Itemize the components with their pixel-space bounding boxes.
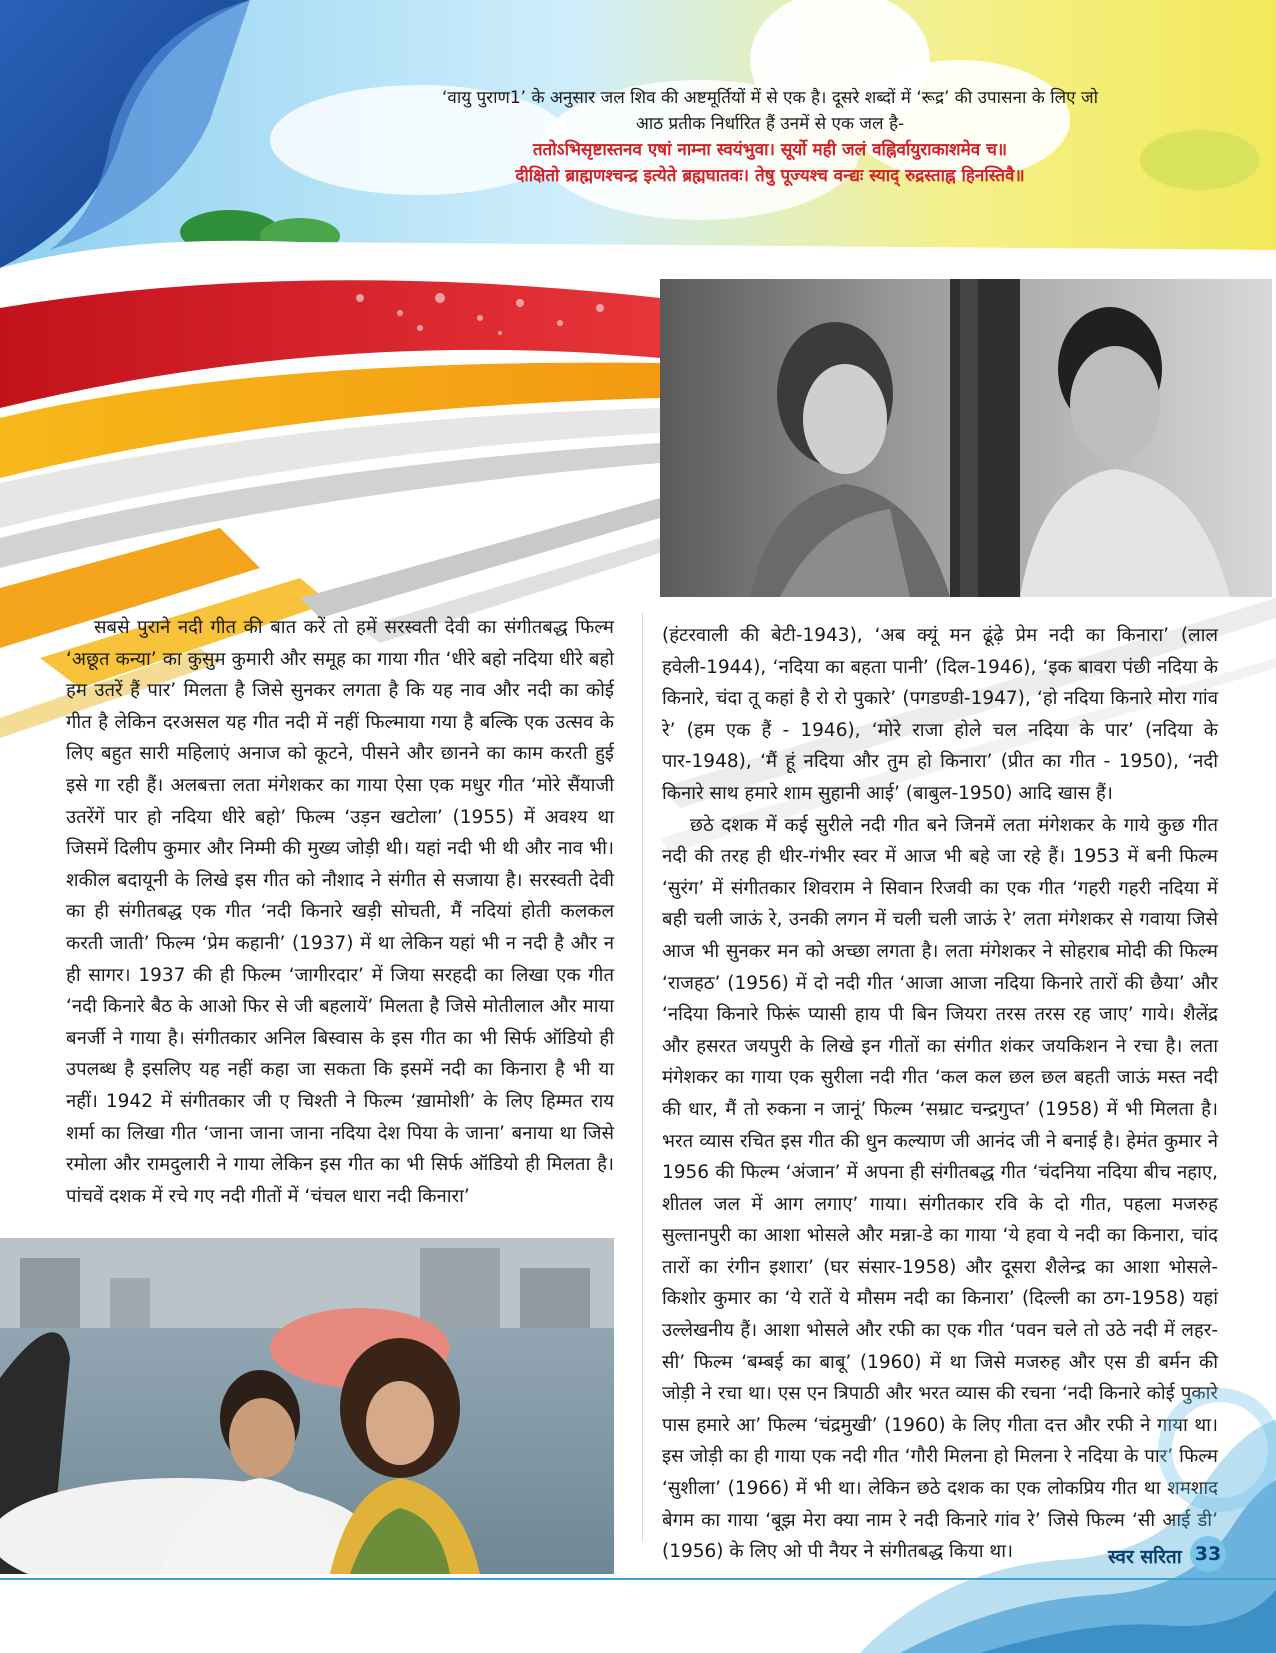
footer-rule xyxy=(0,1578,1276,1580)
article-paragraph-3: छठे दशक में कई सुरीले नदी गीत बने जिनमें लता मंगेशकर के गाये कुछ गीत नदी की तरह ही धीर-गंभीर स्वर में आज भी बहे जा रहे हैं। 1953 में बनी फिल्म ‘सुरंग’ में संगीतकार शिवराम ने सिवान रिजवी का एक गीत ‘गहरी गहरी नदिया में बही चली जाऊं रे, उनकी लगन में चली चली जाऊं रे’ लता मंगेशकर से गवाया जिसे आज भी सुनकर मन को अच्छा लगता है। लता मंगेशकर ने सोहराब मोदी की फिल्म ‘राजहठ’ (1956) में दो नदी गीत ‘आजा आजा नदिया किनारे तारों की छैया’ और ‘नदिया किनारे फिरूं प्यासी हाय पी बिन जियरा तरस तरस रह जाए’ गाये। शैलेंद्र और हसरत जयपुरी के लिखे इन गीतों का संगीत शंकर जयकिशन ने रचा है। लता मंगेशकर का गाया एक सुरीला नदी गीत ‘कल कल छल छल बहती जाऊं मस्त नदी की धार, मैं तो रुकना न जानूं’ फिल्म ‘सम्राट चन्द्रगुप्त’ (1958) में भी मिलता है। भरत व्यास रचित इस गीत की धुन कल्याण जी आनंद जी ने बनाई है। हेमंत कुमार ने 1956 की फिल्म ‘अंजान’ में अपना ही संगीतबद्ध गीत ‘चंदनिया नदिया बीच नहाए, शीतल जल में आग लगाए’ गाया। संगीतकार रवि के दो गीत, पहला मजरुह सुल्तानपुरी का आशा भोसले और मन्ना-डे का गाया ‘ये हवा ये नदी का किनारा, चांद तारों का रंगीन इशारा’ (घर संसार-1958) और दूसरा शैलेन्द्र का आशा भोसले-किशोर कुमार का ‘ये रातें ये मौसम नदी का किनारा’ (दिल्ली का ठग-1958) यहां उल्लेखनीय हैं। आशा भोसले और रफी का एक गीत ‘पवन चले तो उठे नदी में लहर-सी’ फिल्म ‘बम्बई का बाबू’ (1960) में था जिसे मजरुह और एस डी बर्मन की जोड़ी ने रचा था। एस एन त्रिपाठी और भरत व्यास की रचना ‘नदी किनारे कोई पुकारे पास हमारे आ’ फिल्म ‘चंद्रमुखी’ (1960) के लिए गीता दत्त और रफी ने गाया था। इस जोड़ी का ही गाया एक नदी गीत ‘गौरी मिलना हो मिलना रे नदिया के पार’ फिल्म ‘सुशीला’ (1966) में भी था। लेकिन छठे दशक का एक लोकप्रिय गीत था शमशाद बेगम का गाया ‘बूझ मेरा क्या नाम रे नदी किनारे गांव रे’ जिसे फिल्म ‘सी आई डी’ (1956) के लिए ओ पी नैयर ने संगीतबद्ध किया था। xyxy=(662,814,1219,1563)
boat-scene-illustration xyxy=(0,1238,614,1574)
article-column-left xyxy=(66,612,614,1212)
scripture-quote xyxy=(360,85,1180,189)
page-number: 33 xyxy=(1190,1536,1226,1572)
quote-line-1: ‘वायु पुराण1’ के अनुसार जल शिव की अष्टमूर्तियों में से एक है। दूसरे शब्दों में ‘रूद्र’ की उपासना के लिए जो xyxy=(442,88,1098,108)
film-still-photo-boat xyxy=(0,1238,614,1574)
quote-line-2: आठ प्रतीक निर्धारित हैं उनमें से एक जल है- xyxy=(635,114,905,134)
article-paragraph-1: सबसे पुराने नदी गीत की बात करें तो हमें सरस्वती देवी का संगीतबद्ध फिल्म ‘अछूत कन्या’ का कुसुम कुमारी और समूह का गाया गीत ‘धीरे बहो नदिया धीरे बहो हम उतरें हैं पार’ मिलता है जिसे सुनकर लगता है कि यह नाव और नदी का कोई गीत है लेकिन दरअसल यह गीत नदी में नहीं फिल्माया गया है बल्कि एक उत्सव के लिए बहुत सारी महिलाएं अनाज को कूटने, पीसने और छानने का काम करती हुई इसे गा रही हैं। अलबत्ता लता मंगेशकर का गाया ऐसा एक मधुर गीत ‘मोरे सैंयाजी उतरेंगें पार हो नदिया धीरे बहो’ फिल्म ‘उड़न खटोला’ (1955) में अवश्य था जिसमें दिलीप कुमार और निम्मी की मुख्य जोड़ी थी। यहां नदी भी थी और नाव भी। शकील बदायूनी के लिखे इस गीत को नौशाद ने संगीत से सजाया है। सरस्वती देवी का ही संगीतबद्ध एक गीत ‘नदी किनारे खड़ी सोचती, मैं नदियां होती कलकल करती जाती’ फिल्म ‘प्रेम कहानी’ (1937) में था लेकिन यहां भी न नदी है और न ही सागर। 1937 की ही फिल्म ‘जागीरदार’ में जिया सरहदी का लिखा एक गीत ‘नदी किनारे बैठ के आओ फिर से जी बहलायें’ मिलता है जिसे मोतीलाल और माया बनर्जी ने गाया है। संगीतकार अनिल बिस्वास के इस गीत का भी सिर्फ ऑडियो ही उपलब्ध है इसलिए यह नहीं कहा जा सकता कि इसमें नदी का किनारा है भी या नहीं। 1942 में संगीतकार जी ए चिश्ती ने फिल्म ‘ख़ामोशी’ के लिए हिम्मत राय शर्मा का लिखा गीत ‘जाना जाना जाना नदिया देश पिया के जाना’ बनाया था जिसे रमोला और रामदुलारी ने गाया लेकिन इस गीत का भी सिर्फ ऑडियो ही मिलता है। पांचवें दशक में रचे गए नदी गीतों में ‘चंचल धारा नदी किनारा’ xyxy=(66,617,614,1207)
sanskrit-verse-1: ततोऽभिसृष्टास्तनव एषां नाम्ना स्वयंभुवा। सूर्यो मही जलं वह्निर्वायुराकाशमेव च॥ xyxy=(532,140,1008,160)
sanskrit-verse-2: दीक्षितो ब्राह्मणश्चन्द्र इत्येते ब्रह्मघातवः। तेषु पूज्यश्च वन्द्यः स्याद् रुद्रस्ताह्न हिनस्तिवै॥ xyxy=(515,166,1025,186)
article-paragraph-2: (हंटरवाली की बेटी-1943), ‘अब क्यूं मन ढूंढ़े प्रेम नदी का किनारा’ (लाल हवेली-1944), ‘नदिया का बहता पानी’ (दिल-1946), ‘इक बावरा पंछी नदिया के किनारे, चंदा तू कहां है रो रो पुकारे’ (पगडण्डी-1947), ‘हो नदिया किनारे मोरा गांव रे’ (हम एक हैं - 1946), ‘मोरे राजा होले चल नदिया के पार’ (नदिया के पार-1948), ‘मैं हूं नदिया और तुम हो किनारा’ (प्रीत का गीत - 1950), ‘नदी किनारे साथ हमारे शाम सुहानी आई’ (बाबुल-1950) आदि खास हैं। xyxy=(662,625,1218,804)
film-still-illustration xyxy=(660,279,1272,597)
film-still-photo-couple xyxy=(660,279,1272,597)
header-banner xyxy=(0,0,1276,268)
magazine-name: स्वर सरिता xyxy=(1108,1546,1182,1568)
decorative-wave xyxy=(860,1370,1276,1653)
column-divider xyxy=(642,612,643,1542)
